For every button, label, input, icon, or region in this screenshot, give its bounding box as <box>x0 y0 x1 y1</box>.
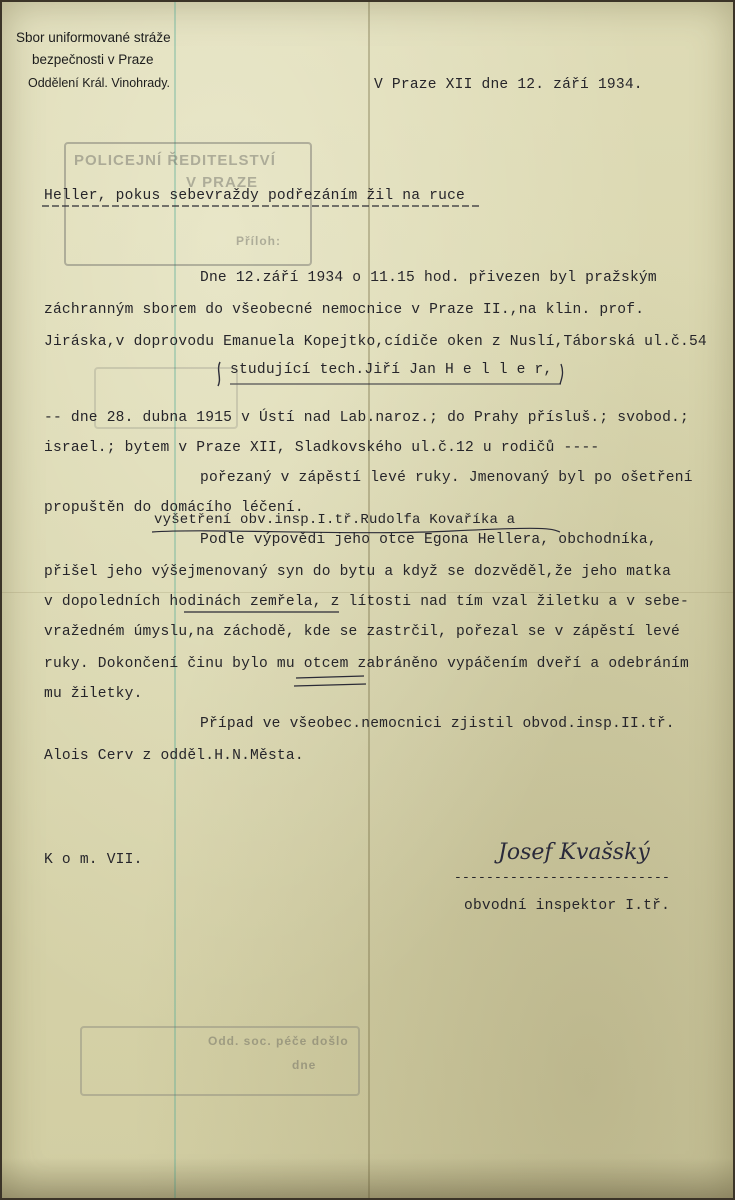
body-line-8: propuštěn do domácího léčení. <box>44 500 304 516</box>
body-line-10: Podle výpovědi jeho otce Egona Hellera, obchodníka, <box>200 532 657 548</box>
body-line-7: pořezaný v zápěstí levé ruky. Jmenovaný byl po ošetření <box>200 470 693 486</box>
body-line-6: israel.; bytem v Praze XII, Sladkovského ul.č.12 u rodičů ---- <box>44 440 600 456</box>
body-line-13: vražedném úmyslu,na záchodě, kde se zastrčil, pořezal se v zápěstí levé <box>44 624 680 640</box>
body-line-15: mu žiletky. <box>44 686 143 702</box>
social-care-stamp-line-2: dne <box>292 1058 317 1072</box>
institution-line-3: Oddělení Král. Vinohrady. <box>28 76 170 90</box>
department-label: K o m. VII. <box>44 852 143 868</box>
subject-underline <box>42 202 482 210</box>
zemrela-underline <box>184 608 344 616</box>
body-line-2: záchranným sborem do všeobecné nemocnice v Praze II.,na klin. prof. <box>44 302 645 318</box>
body-line-5: -- dne 28. dubna 1915 v Ústí nad Lab.naroz.; do Prahy přísluš.; svobod.; <box>44 410 689 426</box>
body-line-14: ruky. Dokončení činu bylo mu otcem zabráněno vypáčením dveří a odebráním <box>44 656 689 672</box>
paper-edge-shadow <box>2 1158 733 1198</box>
social-care-stamp-line-1: Odd. soc. péče došlo <box>208 1034 349 1048</box>
police-stamp-line-2: V PRAZE <box>186 174 259 191</box>
body-line-1: Dne 12.září 1934 o 11.15 hod. přivezen byl pražským <box>200 270 657 286</box>
handwritten-signature: Josef Kvašský <box>498 840 650 865</box>
body-line-17: Alois Cerv z odděl.H.N.Města. <box>44 748 304 764</box>
document-page <box>2 2 733 1198</box>
subject-line: Heller, pokus sebevraždy podřezáním žil na ruce <box>44 188 466 204</box>
body-line-11: přišel jeho výšejmenovaný syn do bytu a když se dozvěděl,že jeho matka <box>44 564 672 580</box>
police-stamp-line-3: Příloh: <box>236 234 281 248</box>
police-stamp-line-1: POLICEJNÍ ŘEDITELSTVÍ <box>74 152 276 169</box>
social-care-stamp <box>80 1026 360 1096</box>
place-date: V Praze XII dne 12. září 1934. <box>374 77 643 93</box>
body-line-4: studující tech.Jiří Jan H e l l e r, <box>230 362 553 378</box>
institution-line-1: Sbor uniformované stráže <box>16 30 171 45</box>
fold-line-horizontal <box>2 592 733 593</box>
institution-line-2: bezpečnosti v Praze <box>32 52 154 67</box>
body-line-3: Jiráska,v doprovodu Emanuela Kopejtko,cídiče oken z Nuslí,Táborská ul.č.54 <box>44 334 707 350</box>
body-line-12: v dopoledních hodinách zemřela, z lítosti nad tím vzal žiletku a v sebe- <box>44 594 689 610</box>
name-bracket-mark <box>216 360 566 390</box>
signatory-title: obvodní inspektor I.tř. <box>464 898 671 914</box>
signature-dashes: --------------------------- <box>454 870 671 885</box>
body-line-16: Případ ve všeobec.nemocnici zjistil obvod.insp.II.tř. <box>200 716 675 732</box>
otcem-underline <box>292 672 372 690</box>
body-line-9-insert: vyšetření obv.insp.I.tř.Rudolfa Kovaříka a <box>154 512 516 528</box>
